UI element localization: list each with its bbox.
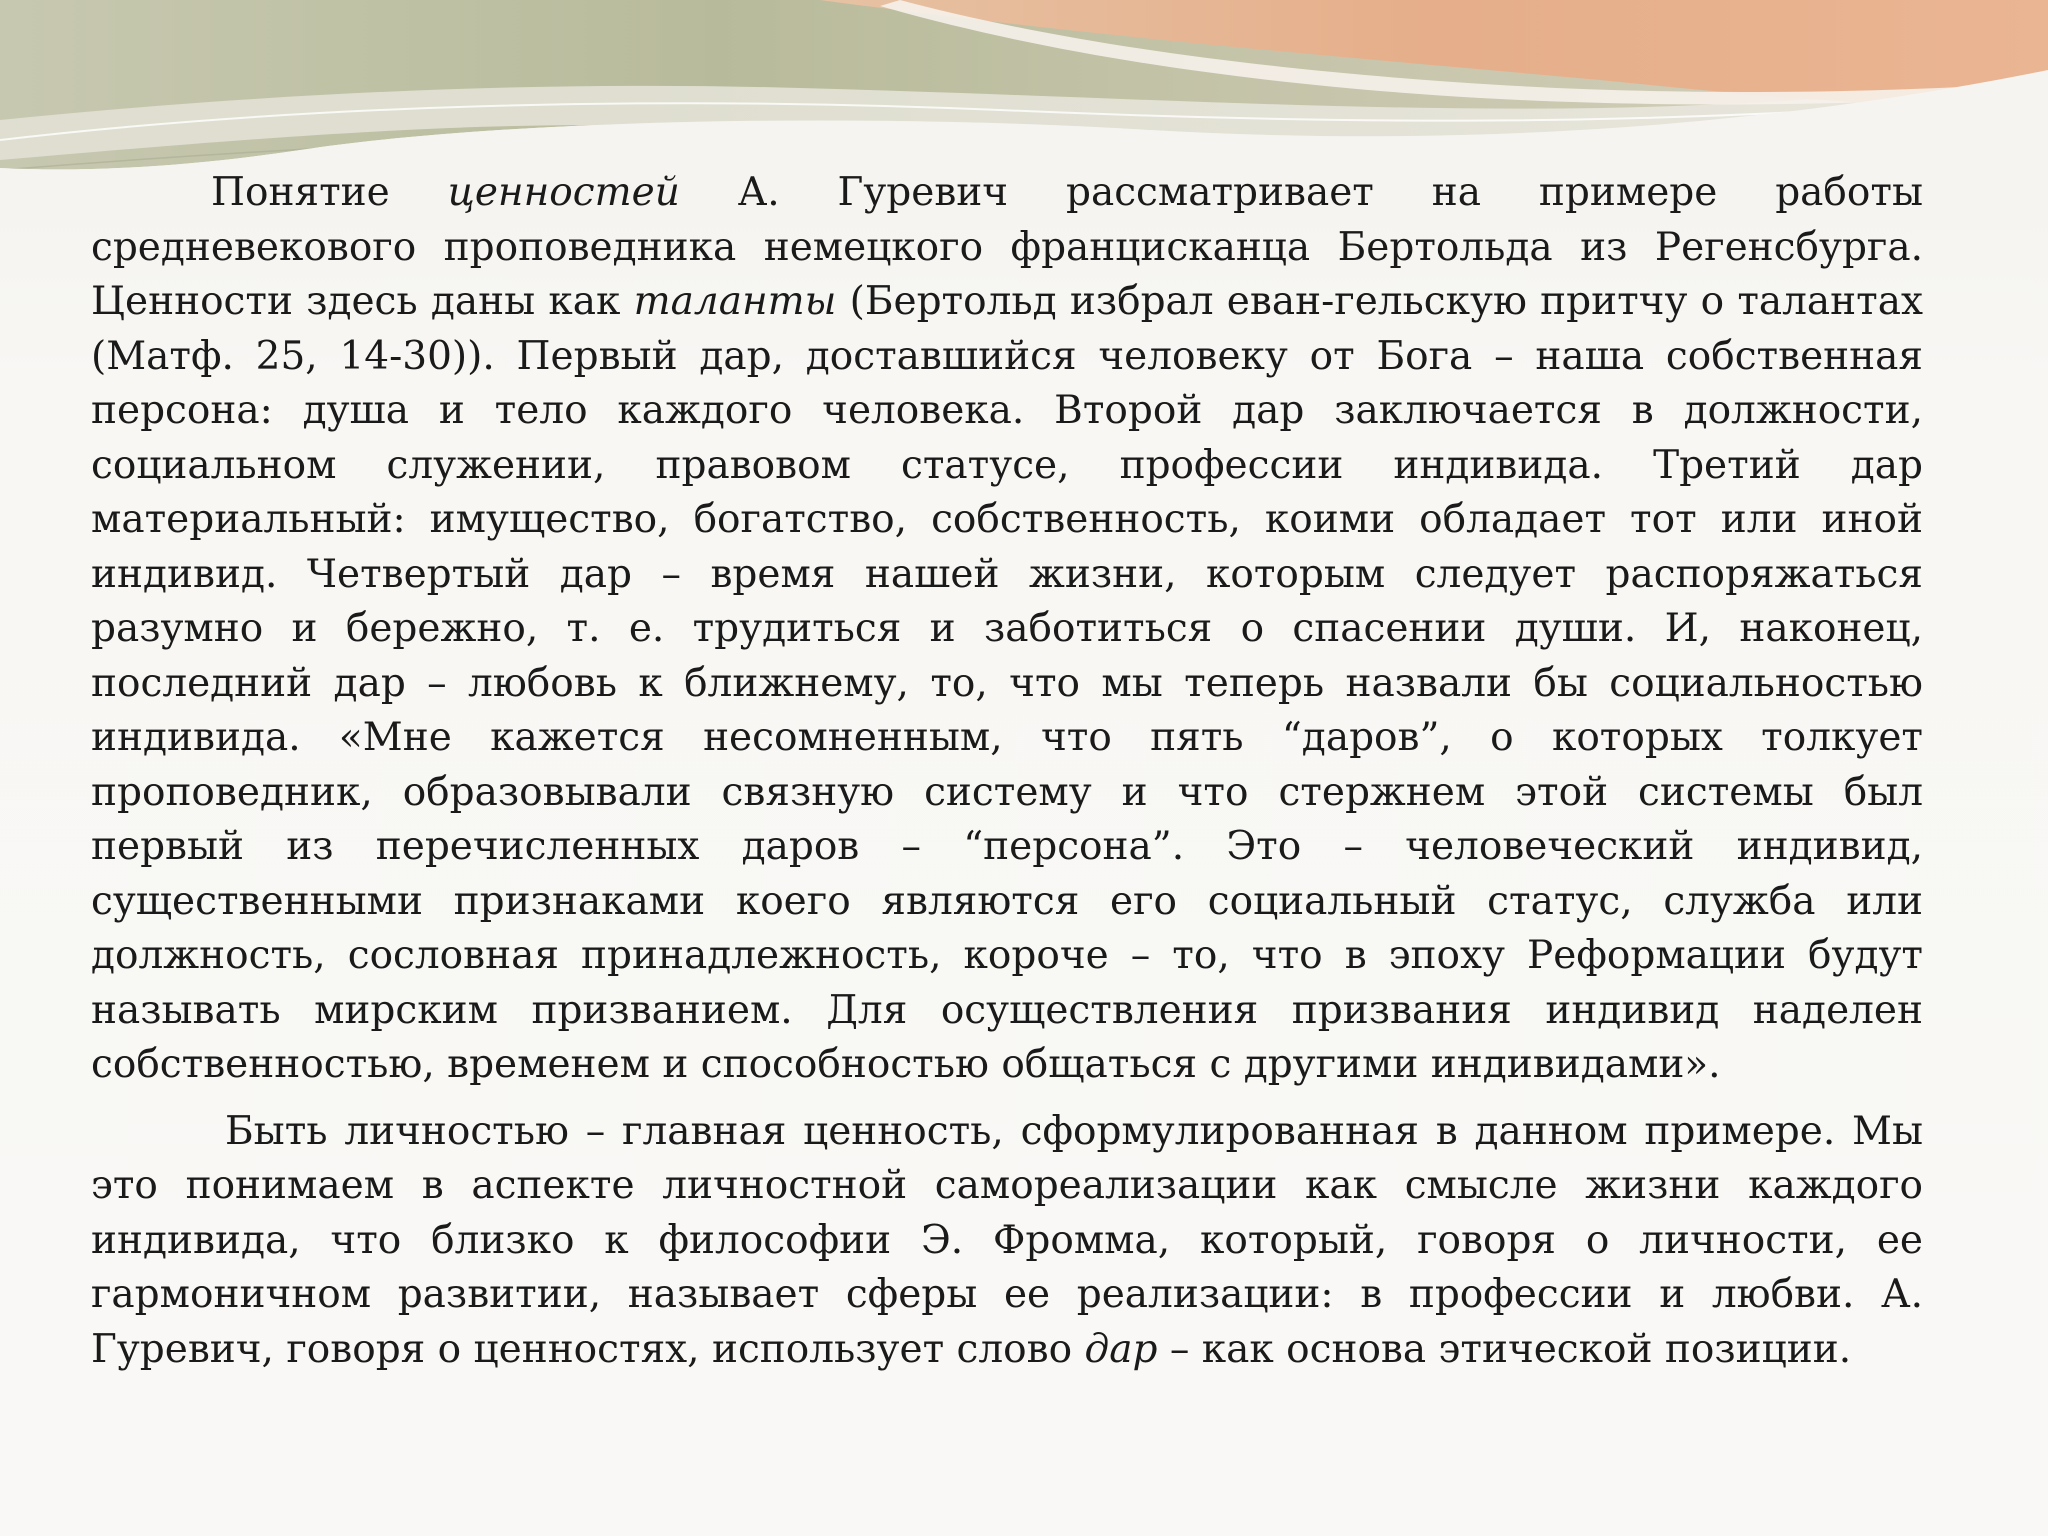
italic-term: ценностей — [447, 170, 680, 215]
italic-term: дар — [1084, 1326, 1158, 1372]
italic-term: таланты — [633, 279, 837, 324]
text-run: Понятие — [211, 170, 448, 215]
text-run: А. Гуревич рассматривает на примере работы средневекового проповедника немецкого францисканца Бертольда из Регенсбурга. Ценности здесь даны как — [91, 170, 1924, 324]
text-run: Быть личностью – главная ценность, сформулированная в данном примере. Мы это понимаем в аспекте личностной самореализации как смысле жизни каждого индивида, что близко к философии Э. Фромма, который, говоря о личности, ее гармоничном развитии, называет сферы ее реализации: в профессии и любви. А. Гуревич, говоря о ценностях, использует слово — [91, 1108, 1923, 1372]
text-run: (Бертольд избрал еван-гельскую притчу о талантах (Матф. 25, 14-30)). Первый дар, доставшийся человеку от Бога – наша собственная персона: душа и тело каждого человека. Второй дар заключается в должности, социальном служении, правовом статусе, профессии индивида. Третий дар материальный: имущество, богатство, собственность, коими обладает тот или иной индивид. Четвертый дар – время нашей жизни, которым следует распоряжаться разумно и бережно, т. е. трудиться и заботиться о спасении души. И, наконец, последний дар – любовь к ближнему, то, что мы теперь назвали бы социальностью индивида. «Мне кажется несомненным, что пять “даров”, о которых толкует проповедник, образовывали связную систему и что стержнем этой системы был первый из перечисленных даров – “персона”. Это – человеческий индивид, существенными признаками коего являются его социальный статус, служба или должность, сословная принадлежность, короче – то, что в эпоху Реформации будут называть мирским призванием. Для осуществления призвания индивид наделен собственностью, временем и способностью общаться с другими индивидами». — [91, 279, 1923, 1087]
body-text — [91, 166, 1923, 1377]
paragraph-2 — [91, 1105, 1923, 1378]
paragraph-1 — [91, 166, 1923, 1093]
text-run: – как основа этической позиции. — [1157, 1326, 1852, 1372]
